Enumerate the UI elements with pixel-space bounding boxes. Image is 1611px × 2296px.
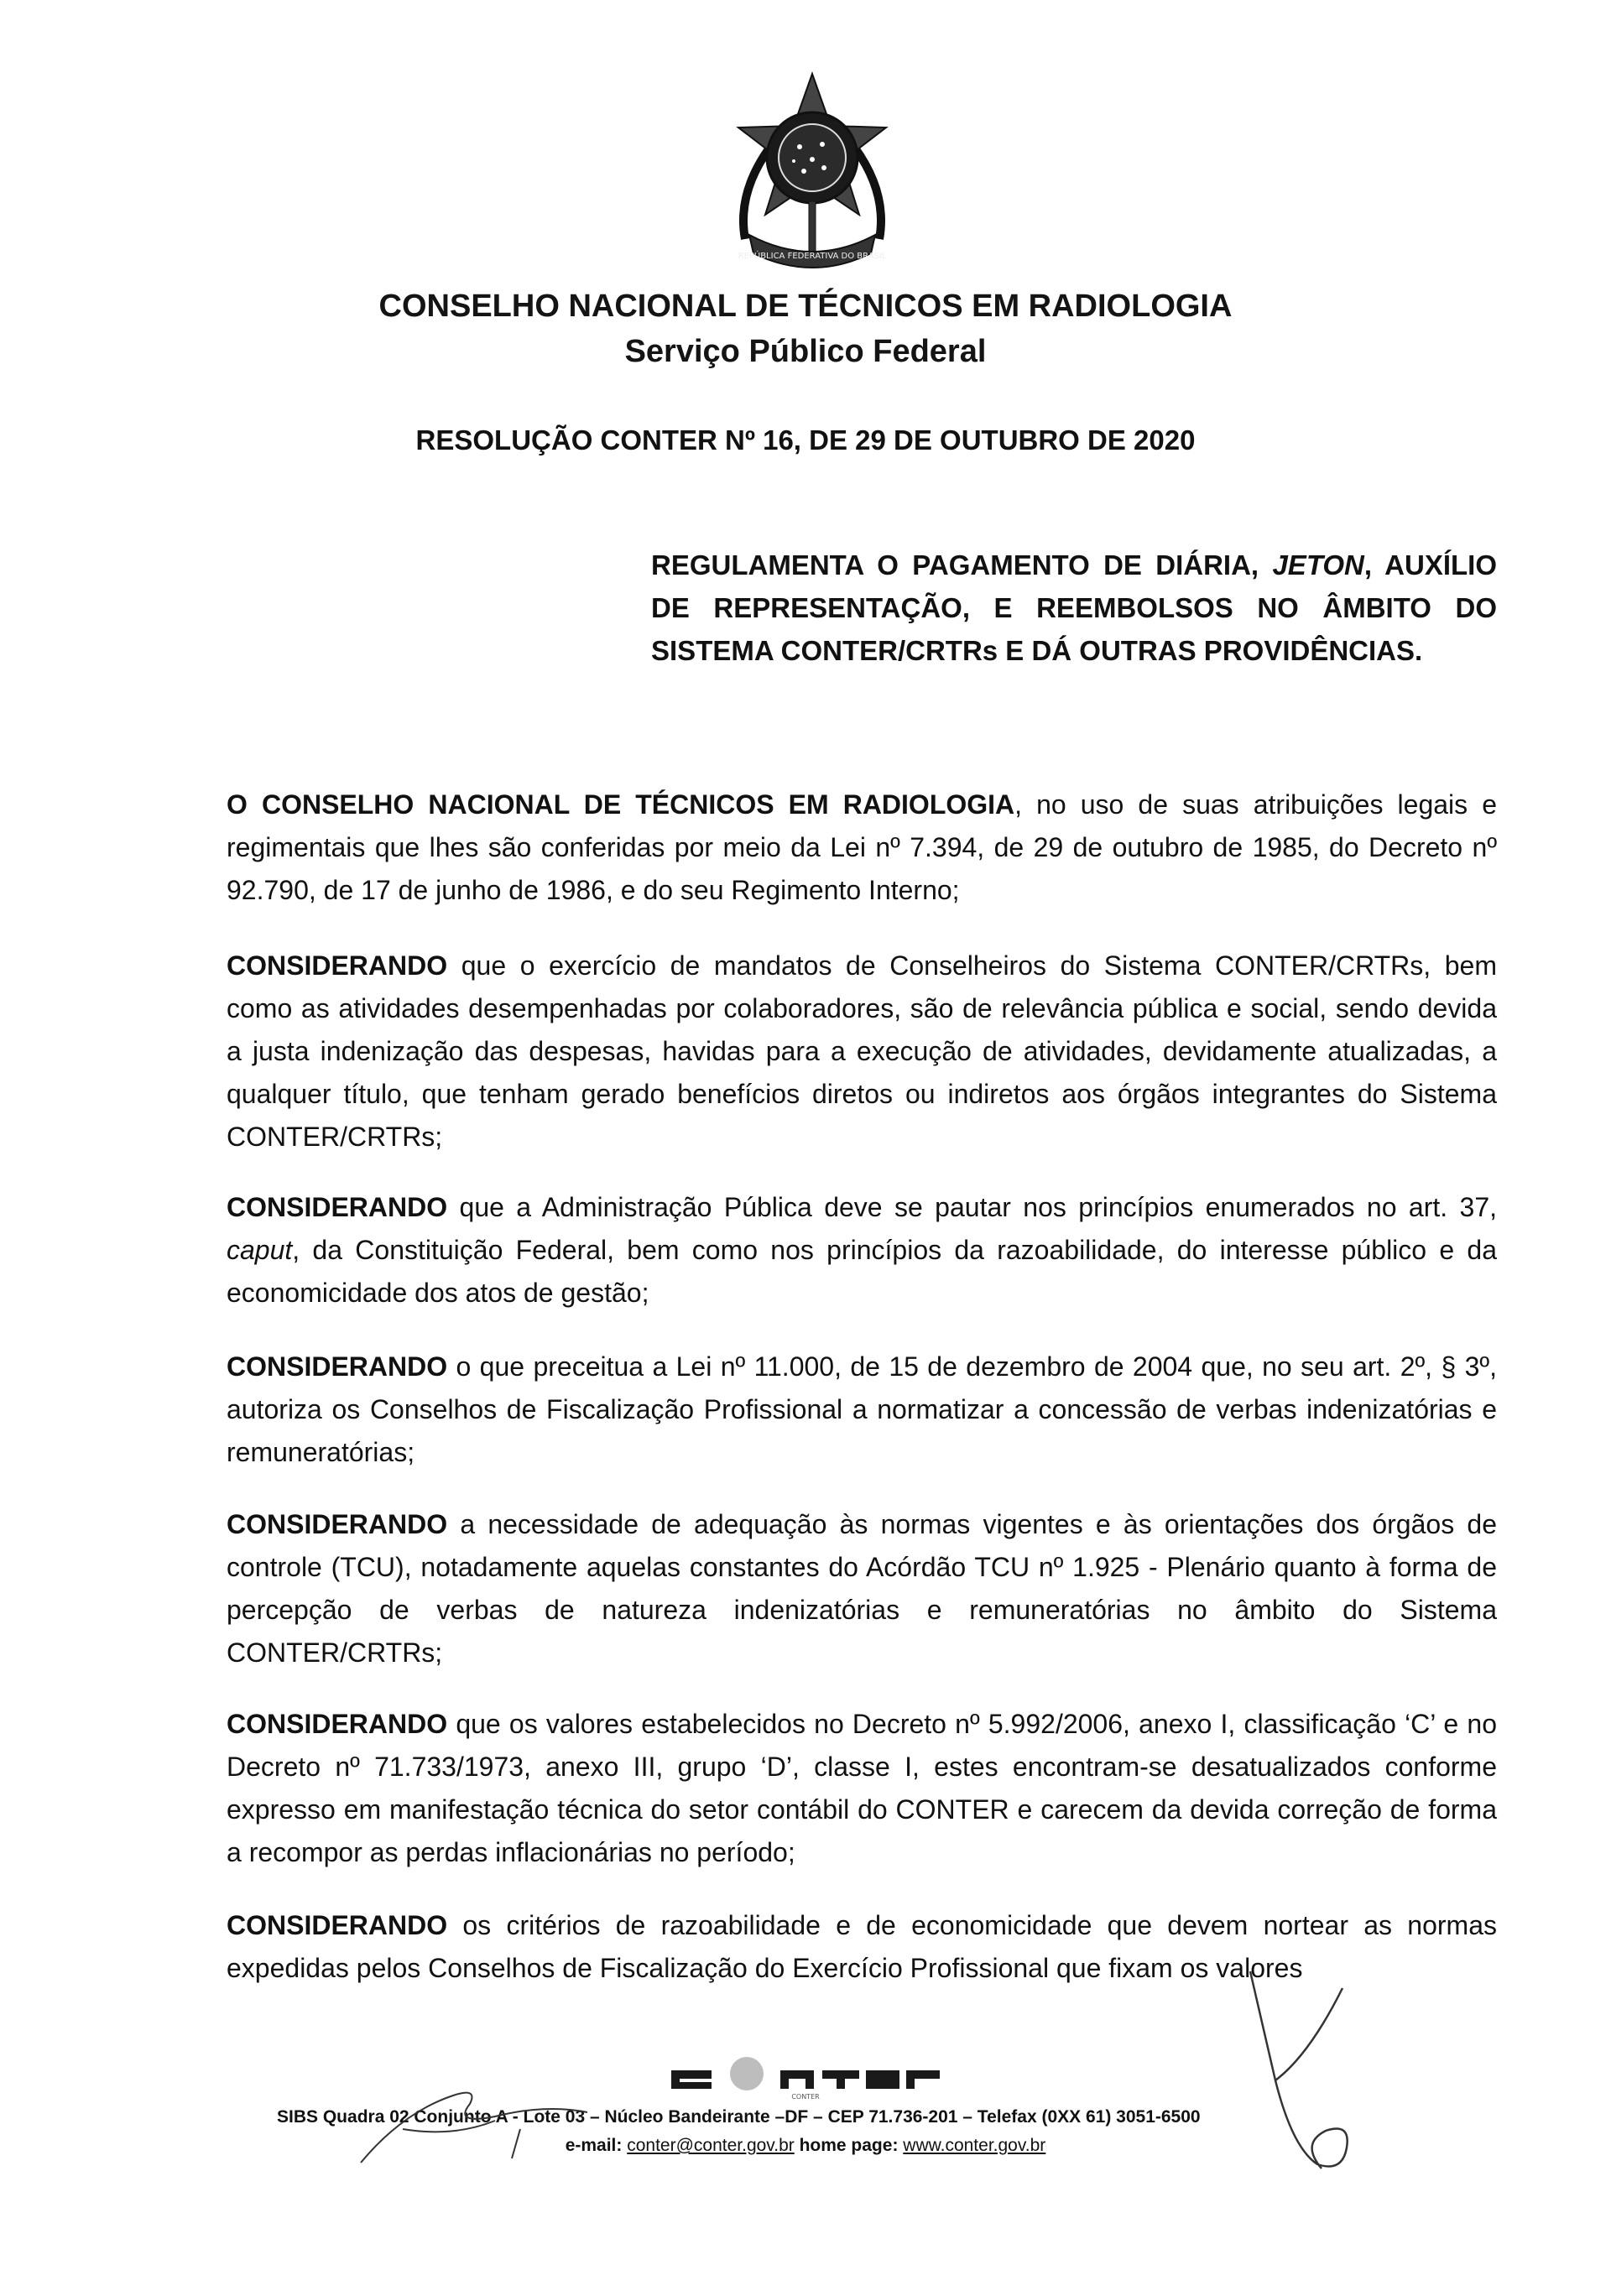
considerando-label: CONSIDERANDO: [227, 1351, 448, 1382]
caput-italic: caput: [227, 1235, 293, 1265]
resolution-summary: [651, 544, 1497, 672]
handwritten-initials: [352, 2079, 613, 2171]
paragraph-text: o que preceitua a Lei nº 11.000, de 15 de dezembro de 2004 que, no seu art. 2º, § 3º, autoriza os Conselhos de Fiscalização Profissional a normatizar a concessão de verbas indenizatórias e remuneratórias;: [227, 1351, 1497, 1467]
paragraph-text: que os valores estabelecidos no Decreto nº 5.992/2006, anexo I, classificação ‘C’ e no Decreto nº 71.733/1973, anexo III, grupo ‘D’, classe I, estes encontram-se desatualizados conforme expresso em manifestação técnica do setor contábil do CONTER e carecem da devida correção de forma a recompor as perdas inflacionárias no período;: [227, 1709, 1497, 1867]
preamble-text: , no uso de suas atribuições legais e regimentais que lhes são conferidas por meio da Lei nº 7.394, de 29 de outubro de 1985, do Decreto nº 92.790, de 17 de junho de 1986, e do seu Regimento Interno;: [227, 789, 1497, 905]
considerando-label: CONSIDERANDO: [227, 950, 448, 981]
preamble-paragraph: [227, 784, 1497, 912]
homepage-link[interactable]: www.conter.gov.br: [903, 2136, 1046, 2155]
paragraph-text: os critérios de razoabilidade e de economicidade que devem nortear as normas expedidas pelos Conselhos de Fiscalização do Exercício Profissional que fixam os valores: [227, 1910, 1497, 1983]
footer-address: SIBS Quadra 02 Conjunto A - Lote 03 – Núcleo Bandeirante –DF – CEP 71.736-201 – Telefax (0XX 61) 3051-6500: [277, 2107, 1201, 2127]
service-label: Serviço Público Federal: [624, 334, 987, 369]
considerando-paragraph-1: [227, 945, 1497, 1158]
email-link[interactable]: conter@conter.gov.br: [627, 2136, 795, 2155]
summary-part-a: REGULAMENTA O PAGAMENTO DE DIÁRIA,: [651, 549, 1273, 581]
summary-part-c: SISTEMA CONTER/CRTRs E DÁ OUTRAS PROVIDÊNCIAS.: [651, 635, 1423, 666]
conter-logo-text: CONTER: [791, 2093, 820, 2101]
conter-logo: [667, 2033, 944, 2101]
handwritten-signature: [1242, 1955, 1368, 2189]
considerando-label: CONSIDERANDO: [227, 1509, 448, 1539]
seal-ribbon-text: REPÚBLICA FEDERATIVA DO BRASIL: [738, 252, 887, 261]
considerando-paragraph-2: [227, 1186, 1497, 1315]
paragraph-text: , da Constituição Federal, bem como nos princípios da razoabilidade, do interesse público e da economicidade dos atos de gestão;: [227, 1235, 1497, 1308]
summary-jeton: JETON: [1272, 549, 1364, 581]
considerando-paragraph-3: [227, 1346, 1497, 1474]
brazil-coat-of-arms-seal: [720, 67, 905, 277]
footer-contact: [0, 2136, 1611, 2156]
summary-part-b: , AUXÍLIO DE REPRESENTAÇÃO, E REEMBOLSOS NO ÂMBITO DO: [651, 549, 1498, 623]
considerando-paragraph-4: [227, 1503, 1497, 1674]
homepage-label: home page:: [794, 2136, 904, 2155]
council-name: CONSELHO NACIONAL DE TÉCNICOS EM RADIOLOGIA: [378, 289, 1233, 324]
resolution-title: RESOLUÇÃO CONTER Nº 16, DE 29 DE OUTUBRO DE 2020: [415, 424, 1196, 456]
considerando-label: CONSIDERANDO: [227, 1192, 448, 1222]
paragraph-text: que o exercício de mandatos de Conselheiros do Sistema CONTER/CRTRs, bem como as atividades desempenhadas por colaboradores, são de relevância pública e social, sendo devida a justa indenização das despesas, havidas para a execução de atividades, devidamente atualizadas, a qualquer título, que tenham gerado benefícios diretos ou indiretos aos órgãos integrantes do Sistema CONTER/CRTRs;: [227, 950, 1497, 1152]
considerando-label: CONSIDERANDO: [227, 1910, 448, 1940]
email-label: e-mail:: [565, 2136, 628, 2155]
paragraph-text: a necessidade de adequação às normas vigentes e às orientações dos órgãos de controle (TCU), notadamente aquelas constantes do Acórdão TCU nº 1.925 - Plenário quanto à forma de percepção de verbas de natureza indenizatórias e remuneratórias no âmbito do Sistema CONTER/CRTRs;: [227, 1509, 1497, 1668]
considerando-label: CONSIDERANDO: [227, 1709, 448, 1739]
considerando-paragraph-5: [227, 1703, 1497, 1874]
preamble-bold: O CONSELHO NACIONAL DE TÉCNICOS EM RADIOLOGIA: [227, 789, 1015, 820]
paragraph-text: que a Administração Pública deve se pautar nos princípios enumerados no art. 37,: [447, 1192, 1497, 1222]
